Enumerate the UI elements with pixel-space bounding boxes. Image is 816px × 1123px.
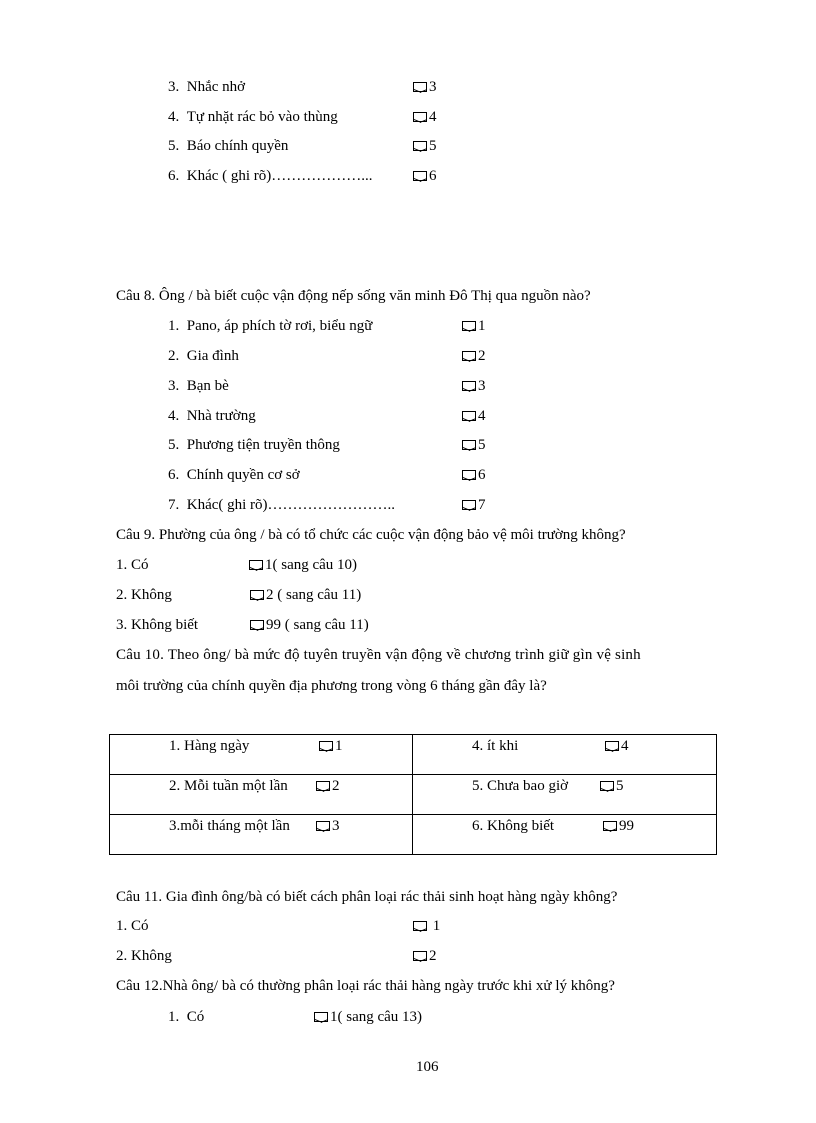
- table-cell: 1. Hàng ngày 1: [110, 735, 413, 775]
- q8-option: 7. Khác( ghi rõ)……………………..: [168, 497, 396, 513]
- envelope-icon: [250, 620, 264, 630]
- envelope-icon: [413, 921, 427, 931]
- q9-option-code: 1( sang câu 10): [249, 556, 357, 574]
- q8-question: Câu 8. Ông / bà biết cuộc vận động nếp sống văn minh Đô Thị qua nguồn nào?: [116, 288, 591, 304]
- q8-option: 6. Chính quyền cơ sở: [168, 467, 300, 483]
- table-cell: 5. Chưa bao giờ 5: [413, 775, 717, 815]
- envelope-icon: [462, 470, 476, 480]
- q10-answer-table: [109, 734, 717, 855]
- envelope-icon: [462, 381, 476, 391]
- table-cell: 4. ít khi 4: [413, 735, 717, 775]
- table-cell: 6. Không biết 99: [413, 815, 717, 855]
- envelope-icon: [603, 821, 617, 831]
- q9-option-code: 2 ( sang câu 11): [250, 586, 361, 604]
- q8-option: 4. Nhà trường: [168, 408, 256, 424]
- envelope-icon: [413, 951, 427, 961]
- page-number: 106: [416, 1059, 439, 1075]
- q8-option: 5. Phương tiện truyền thông: [168, 437, 340, 453]
- q9-option: 3. Không biết: [116, 617, 199, 633]
- envelope-icon: [462, 411, 476, 421]
- q7-option-code: 3: [413, 78, 437, 96]
- q10-question-line2: môi trường của chính quyền địa phương trong vòng 6 tháng gần đây là?: [116, 678, 547, 694]
- q8-option-code: 5: [462, 436, 486, 454]
- q9-option: 1. Có: [116, 557, 149, 573]
- q11-question: Câu 11. Gia đình ông/bà có biết cách phân loại rác thải sinh hoạt hàng ngày không?: [116, 889, 618, 905]
- envelope-icon: [319, 741, 333, 751]
- q8-option: 3. Bạn bè: [168, 378, 229, 394]
- table-cell: 2. Mỗi tuần một lần 2: [110, 775, 413, 815]
- envelope-icon: [462, 351, 476, 361]
- envelope-icon: [462, 500, 476, 510]
- envelope-icon: [316, 781, 330, 791]
- q11-option: 1. Có: [116, 918, 149, 934]
- q8-option-code: 3: [462, 377, 486, 395]
- q8-option-code: 6: [462, 466, 486, 484]
- envelope-icon: [249, 560, 263, 570]
- q7-option: 6. Khác ( ghi rõ)………………...: [168, 168, 373, 184]
- q8-option-code: 4: [462, 407, 486, 425]
- q8-option: 1. Pano, áp phích tờ rơi, biểu ngữ: [168, 318, 373, 334]
- envelope-icon: [250, 590, 264, 600]
- q11-option: 2. Không: [116, 948, 172, 964]
- q7-option: 3. Nhắc nhở: [168, 79, 246, 95]
- q9-question: Câu 9. Phường của ông / bà có tổ chức các cuộc vận động bảo vệ môi trường không?: [116, 527, 626, 543]
- envelope-icon: [413, 141, 427, 151]
- envelope-icon: [316, 821, 330, 831]
- envelope-icon: [413, 112, 427, 122]
- q12-question: Câu 12.Nhà ông/ bà có thường phân loại rác thải hàng ngày trước khi xử lý không?: [116, 978, 615, 994]
- q7-option: 5. Báo chính quyền: [168, 138, 289, 154]
- q8-option-code: 7: [462, 496, 486, 514]
- q12-option-code: 1( sang câu 13): [314, 1008, 422, 1026]
- envelope-icon: [462, 321, 476, 331]
- q7-option-code: 5: [413, 137, 437, 155]
- table-row: [110, 735, 717, 775]
- q7-option: 4. Tự nhặt rác bỏ vào thùng: [168, 109, 338, 125]
- envelope-icon: [413, 171, 427, 181]
- q9-option-code: 99 ( sang câu 11): [250, 616, 369, 634]
- table-row: [110, 775, 717, 815]
- q11-option-code: 1: [413, 917, 440, 935]
- q8-option-code: 1: [462, 317, 486, 335]
- envelope-icon: [462, 440, 476, 450]
- table-row: [110, 815, 717, 855]
- envelope-icon: [600, 781, 614, 791]
- q8-option: 2. Gia đình: [168, 348, 239, 364]
- q12-option: 1. Có: [168, 1009, 205, 1025]
- envelope-icon: [605, 741, 619, 751]
- q8-option-code: 2: [462, 347, 486, 365]
- q7-option-code: 4: [413, 108, 437, 126]
- q10-question-line1: Câu 10. Theo ông/ bà mức độ tuyên truyền vận động về chương trình giữ gìn vệ sinh: [116, 647, 641, 663]
- q9-option: 2. Không: [116, 587, 172, 603]
- envelope-icon: [314, 1012, 328, 1022]
- table-cell: 3.mỗi tháng một lần 3: [110, 815, 413, 855]
- q7-option-code: 6: [413, 167, 437, 185]
- q11-option-code: 2: [413, 947, 437, 965]
- envelope-icon: [413, 82, 427, 92]
